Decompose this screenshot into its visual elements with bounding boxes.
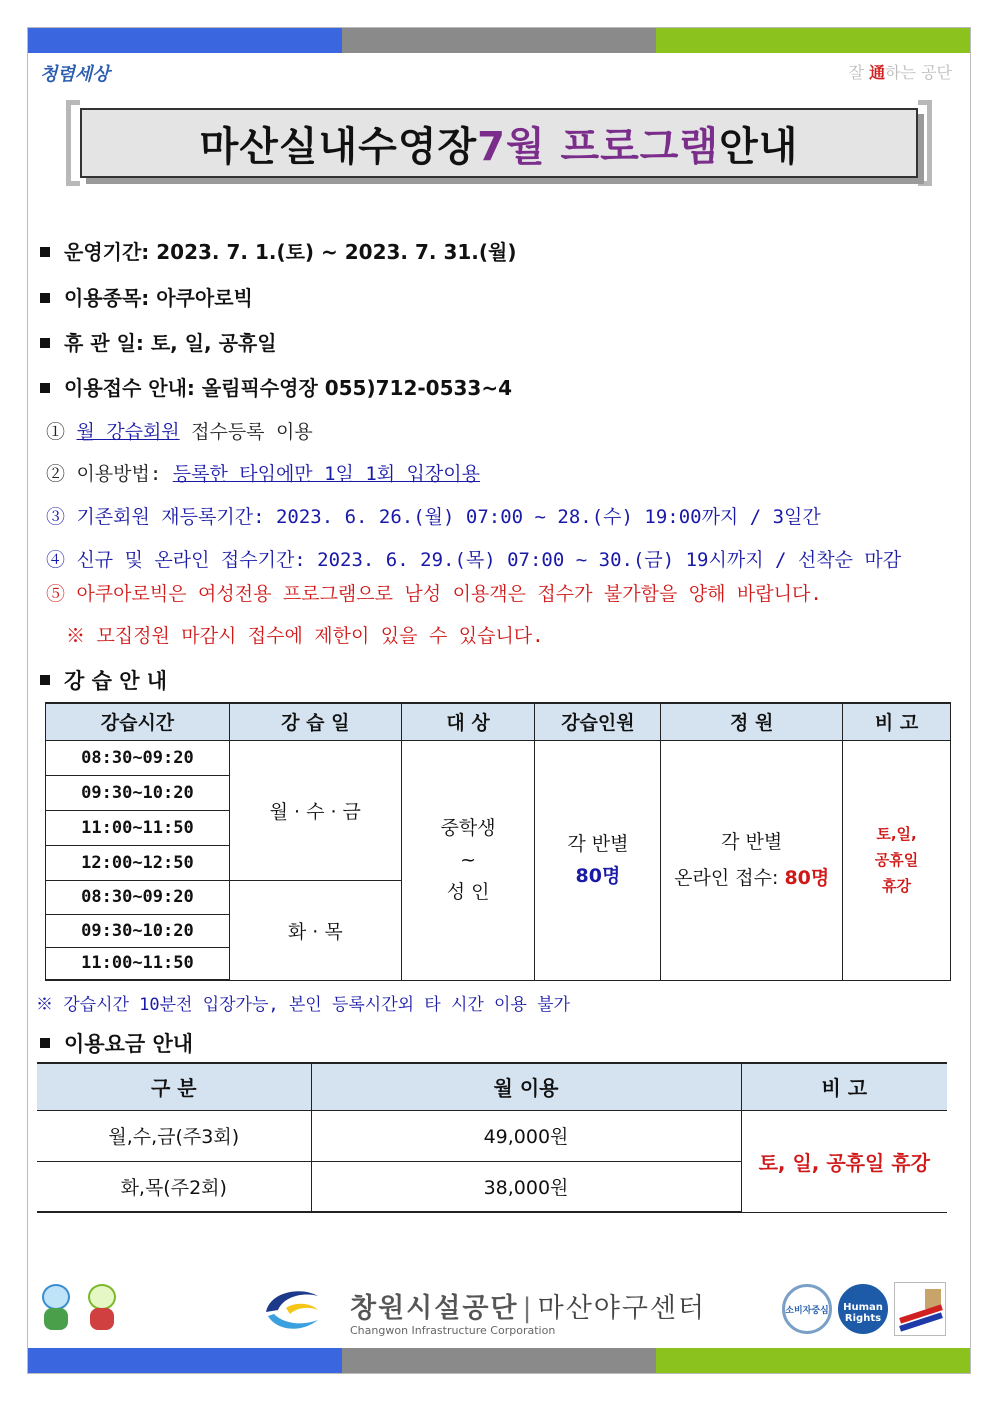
note-5: ⑤ 아쿠아로빅은 여성전용 프로그램으로 남성 이용객은 접수가 불가함을 양해 바랍니다. — [46, 583, 822, 605]
fee-remark: 토, 일, 공휴일 휴강 — [741, 1110, 947, 1212]
fee-label: 월,수,금(주3회) — [37, 1110, 311, 1161]
days-tt: 화 · 목 — [229, 880, 401, 980]
page-title: 마산실내수영장 7월 프로그램 안내 — [80, 108, 918, 178]
note-6: ※ 모집정원 마감시 접수에 제한이 있을 수 있습니다. — [66, 625, 544, 647]
time-cell: 08:30~09:20 — [46, 740, 230, 775]
col-header-size: 강습인원 — [535, 703, 661, 740]
time-cell: 11:00~11:50 — [46, 810, 230, 845]
section-fee-info: 이용요금 안내 — [40, 1028, 193, 1058]
fee-row — [37, 1110, 947, 1161]
human-rights-badge: Human Rights — [838, 1284, 888, 1334]
target-cell: 중학생 ~ 성 인 — [401, 740, 535, 980]
class-schedule-table — [45, 702, 951, 981]
info-period: 운영기간: 2023. 7. 1.(토) ~ 2023. 7. 31.(월) — [40, 236, 516, 265]
bullet-square-icon — [40, 383, 50, 393]
fee-price: 49,000원 — [311, 1110, 741, 1161]
fee-col-header-remark: 비 고 — [741, 1063, 947, 1110]
class-size-cell: 각 반별 80명 — [535, 740, 661, 980]
notice-page — [27, 27, 971, 1374]
time-note: ※ 강습시간 10분전 입장가능, 본인 등록시간외 타 시간 이용 불가 — [36, 995, 570, 1015]
fee-price: 38,000원 — [311, 1161, 741, 1212]
corporation-name: 창원시설공단 | 마산야구센터 — [350, 1293, 707, 1324]
time-cell: 09:30~10:20 — [46, 914, 230, 947]
consumer-certification-badge: 소비자중심 — [782, 1284, 832, 1334]
info-program: 이용종목: 아쿠아로빅 — [40, 282, 253, 311]
top-color-stripe — [28, 28, 970, 53]
fee-table — [37, 1062, 947, 1213]
info-closed-days: 휴 관 일: 토, 일, 공휴일 — [40, 327, 277, 356]
bottom-color-stripe — [28, 1348, 970, 1373]
corporation-logo-icon — [260, 1282, 324, 1342]
note-1: ① 월 강습회원 접수등록 이용 — [46, 421, 313, 443]
time-cell: 09:30~10:20 — [46, 775, 230, 810]
col-header-time: 강습시간 — [46, 703, 230, 740]
note-4: ④ 신규 및 온라인 접수기간: 2023. 6. 29.(목) 07:00 ~ 30.(금) 19시까지 / 선착순 마감 — [46, 549, 902, 571]
col-header-target: 대 상 — [401, 703, 535, 740]
bullet-square-icon — [40, 675, 50, 685]
fee-col-header-price: 월 이용 — [311, 1063, 741, 1110]
integrity-logo: 청렴세상 — [40, 64, 110, 85]
info-registration: 이용접수 안내: 올림픽수영장 055)712-0533~4 — [40, 372, 512, 401]
award-badge-icon — [894, 1282, 946, 1336]
time-cell: 08:30~09:20 — [46, 880, 230, 914]
footer — [28, 1276, 970, 1346]
right-bracket — [918, 100, 932, 186]
bullet-square-icon — [40, 338, 50, 348]
bullet-square-icon — [40, 1038, 50, 1048]
note-3: ③ 기존회원 재등록기간: 2023. 6. 26.(월) 07:00 ~ 28.(수) 19:00까지 / 3일간 — [46, 506, 821, 528]
col-header-remark: 비 고 — [843, 703, 951, 740]
time-cell: 12:00~12:50 — [46, 845, 230, 880]
bullet-square-icon — [40, 293, 50, 303]
slogan-logo: 잘 通하는 공단 — [848, 63, 952, 82]
capacity-cell: 각 반별 온라인 접수: 80명 — [661, 740, 843, 980]
left-bracket — [66, 100, 80, 186]
days-mwf: 월 · 수 · 금 — [229, 740, 401, 880]
fee-col-header-type: 구 분 — [37, 1063, 311, 1110]
title-banner — [66, 100, 932, 186]
fee-label: 화,목(주2회) — [37, 1161, 311, 1212]
bullet-square-icon — [40, 247, 50, 257]
section-class-info: 강 습 안 내 — [40, 665, 167, 695]
col-header-capacity: 정 원 — [661, 703, 843, 740]
mascot-green-icon — [82, 1284, 122, 1332]
time-cell: 11:00~11:50 — [46, 947, 230, 980]
col-header-days: 강 습 일 — [229, 703, 401, 740]
remark-cell: 토,일, 공휴일 휴강 — [843, 740, 951, 980]
corporation-english-name: Changwon Infrastructure Corporation — [350, 1324, 556, 1337]
mascot-blue-icon — [36, 1284, 76, 1332]
note-2: ② 이용방법: 등록한 타임에만 1일 1회 입장이용 — [46, 463, 480, 485]
